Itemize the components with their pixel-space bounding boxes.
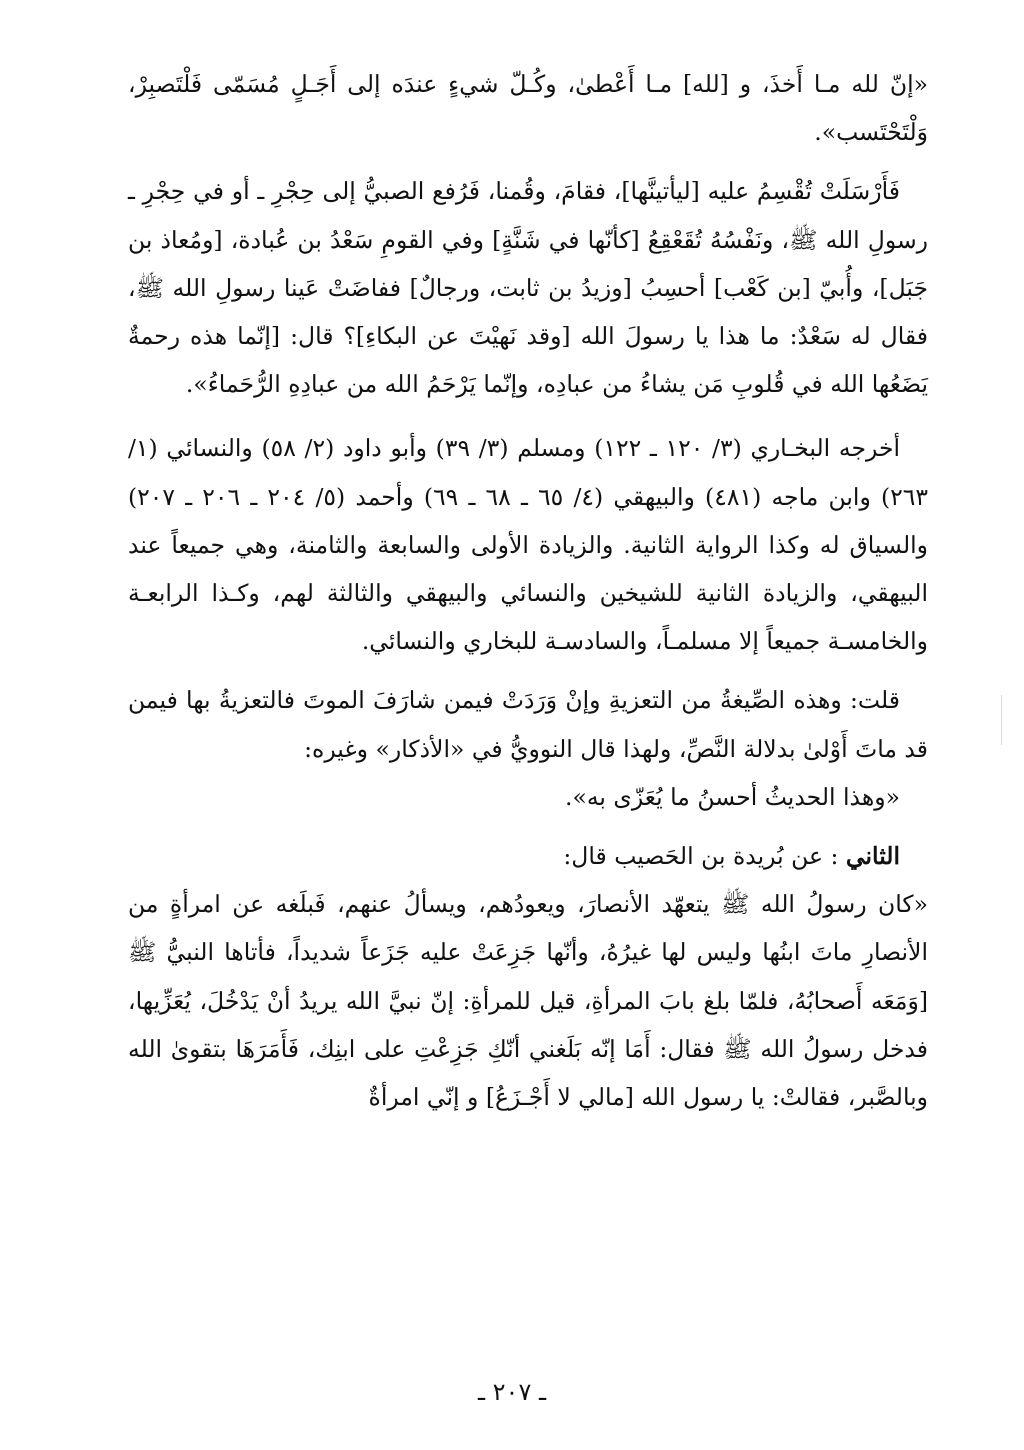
second-hadith-intro: [128, 832, 928, 880]
margin-mark: [1001, 695, 1002, 745]
second-heading: الثاني: [845, 842, 900, 871]
hadith-narrative-paragraph: فَأَرْسَلَتْ تُقْسِمُ عليه [ليأتينَّها]، فقامَ، وقُمنا، فَرُفع الصبيُّ إلى حِجْرِ ـ أو في حِجْرِ ـ رسولِ الله ﷺ، ونَفْسُهُ تُقَعْقِعُ [كأنّها في شَنَّةٍ] وفي القومِ سَعْدُ بن عُبادة، [ومُعاذ بن جَبَل]، وأُبيّ [بن كَعْب] أحسِبُ [وزيدُ بن ثابت، ورجالٌ] ففاضَتْ عَينا رسولِ الله ﷺ، فقال له سَعْدٌ: ما هذا يا رسولَ الله [وقد نَهيْتَ عن البكاءِ]؟ قال: [إنّما هذه رحمةٌ يَضَعُها الله في قُلوبِ مَن يشاءُ من عبادِه، وإنّما يَرْحَمُ الله من عبادِهِ الرُّحَماءُ».: [128, 177, 928, 399]
nawawi-quote: «وهذا الحديثُ أحسنُ ما يُعَزّى به».: [564, 782, 900, 811]
page-number: ـ ٢٠٧ ـ: [477, 1378, 546, 1406]
second-hadith-narrator: عن بُريدة بن الحَصيب قال:: [563, 842, 824, 871]
commentary-paragraph: قلت: وهذه الصِّيغةُ من التعزيةِ وإنْ وَرَدَتْ فيمن شارَفَ الموتَ فالتعزيةُ بها فيمن قد ماتَ أَوْلىٰ بدلالة النَّصِّ، ولهذا قال النوويُّ في «الأذكار» وغيره:: [128, 686, 928, 763]
page-body: [128, 60, 928, 1121]
second-heading-separator: :: [823, 842, 846, 871]
second-hadith-text: «كان رسولُ الله ﷺ يتعهّد الأنصارَ، ويعودُهم، ويسألُ عنهم، فَبلَغه عن امرأةٍ من الأنصارِ ماتَ ابنُها وليس لها غيرُهُ، وأنّها جَزِعَتْ عليه جَزَعاً شديداً، فأتاها النبيُّ ﷺ [وَمَعَه أَصحابُهُ، فلمّا بلغ بابَ المرأةِ، قيل للمرأةِ: إنّ نبيَّ الله يريدُ أنْ يَدْخُلَ، يُعَزِّيها، فدخل رسولُ الله ﷺ فقال: أَمَا إنّه بَلَغني أنّكِ جَزِعْتِ على ابنِك، فَأَمَرَهَا بتقوىٰ الله وبالصَّبر، فقالتْ: يا رسول الله [مالي لا أَجْـزَعُ] و إنّي امرأةٌ: [128, 890, 928, 1112]
takhrij-paragraph: أخرجه البخـاري (٣/ ١٢٠ ـ ١٢٢) ومسلم (٣/ ٣٩) وأبو داود (٢/ ٥٨) والنسائي (١/ ٢٦٣) وابن ماجه (٤٨١) والبيهقي (٤/ ٦٥ ـ ٦٨ ـ ٦٩) وأحمد (٥/ ٢٠٤ ـ ٢٠٦ ـ ٢٠٧) والسياق له وكذا الرواية الثانية. والزيادة الأولى والسابعة والثامنة، وهي جميعاً عند البيهقي، والزيادة الثانية للشيخين والنسائي والبيهقي والثالثة لهم، وكـذا الرابعـة والخامسـة جميعاً إلا مسلمـاً، والسادسـة للبخاري والنسائي.: [128, 434, 929, 656]
hadith-opening-quote: «إنّ لله مـا أَخذَ، و [لله] مـا أَعْطىٰ، وكُـلّ شيءٍ عندَه إلى أَجَـلٍ مُسَمّى فَلْتَصبِرْ، وَلْتَحْتَسب».: [128, 70, 928, 147]
